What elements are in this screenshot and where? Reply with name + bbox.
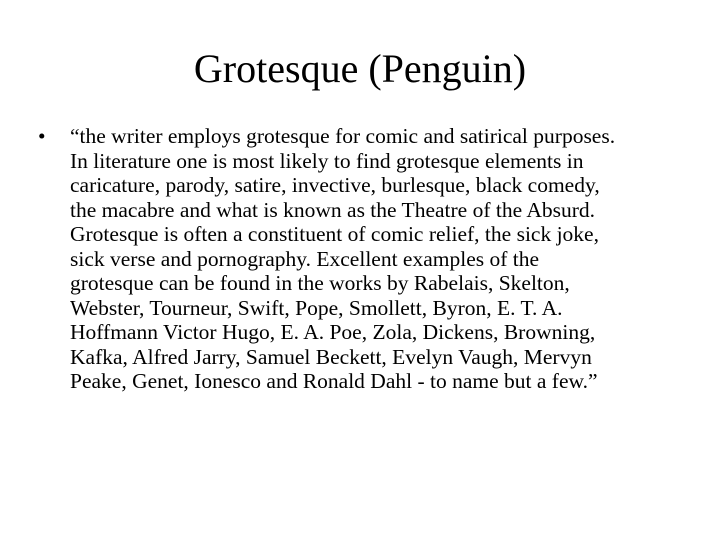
bullet-marker: • (38, 124, 46, 148)
quote-line: Peake, Genet, Ionesco and Ronald Dahl - to name but a few.” (70, 369, 598, 393)
quote-line: Kafka, Alfred Jarry, Samuel Beckett, Evelyn Vaugh, Mervyn (70, 344, 592, 369)
quote-line: “the writer employs grotesque for comic and satirical purposes. (70, 124, 616, 148)
slide-title: Grotesque (Penguin) (193, 46, 527, 91)
quote-bullet (38, 124, 708, 394)
quote-line: Hoffmann Victor Hugo, E. A. Poe, Zola, Dickens, Browning, (70, 320, 596, 344)
quote-line: caricature, parody, satire, invective, burlesque, black comedy, (70, 173, 600, 197)
quote-line: sick verse and pornography. Excellent examples of the (70, 246, 540, 271)
quote-line: In literature one is most likely to find grotesque elements in (70, 148, 584, 173)
quote-line: Grotesque is often a constituent of comic relief, the sick joke, (70, 222, 599, 246)
quote-line: Webster, Tourneur, Swift, Pope, Smollett, Byron, E. T. A. (70, 295, 563, 320)
quote-line: the macabre and what is known as the Theatre of the Absurd. (70, 197, 595, 222)
quote-line: grotesque can be found in the works by Rabelais, Skelton, (70, 271, 570, 295)
